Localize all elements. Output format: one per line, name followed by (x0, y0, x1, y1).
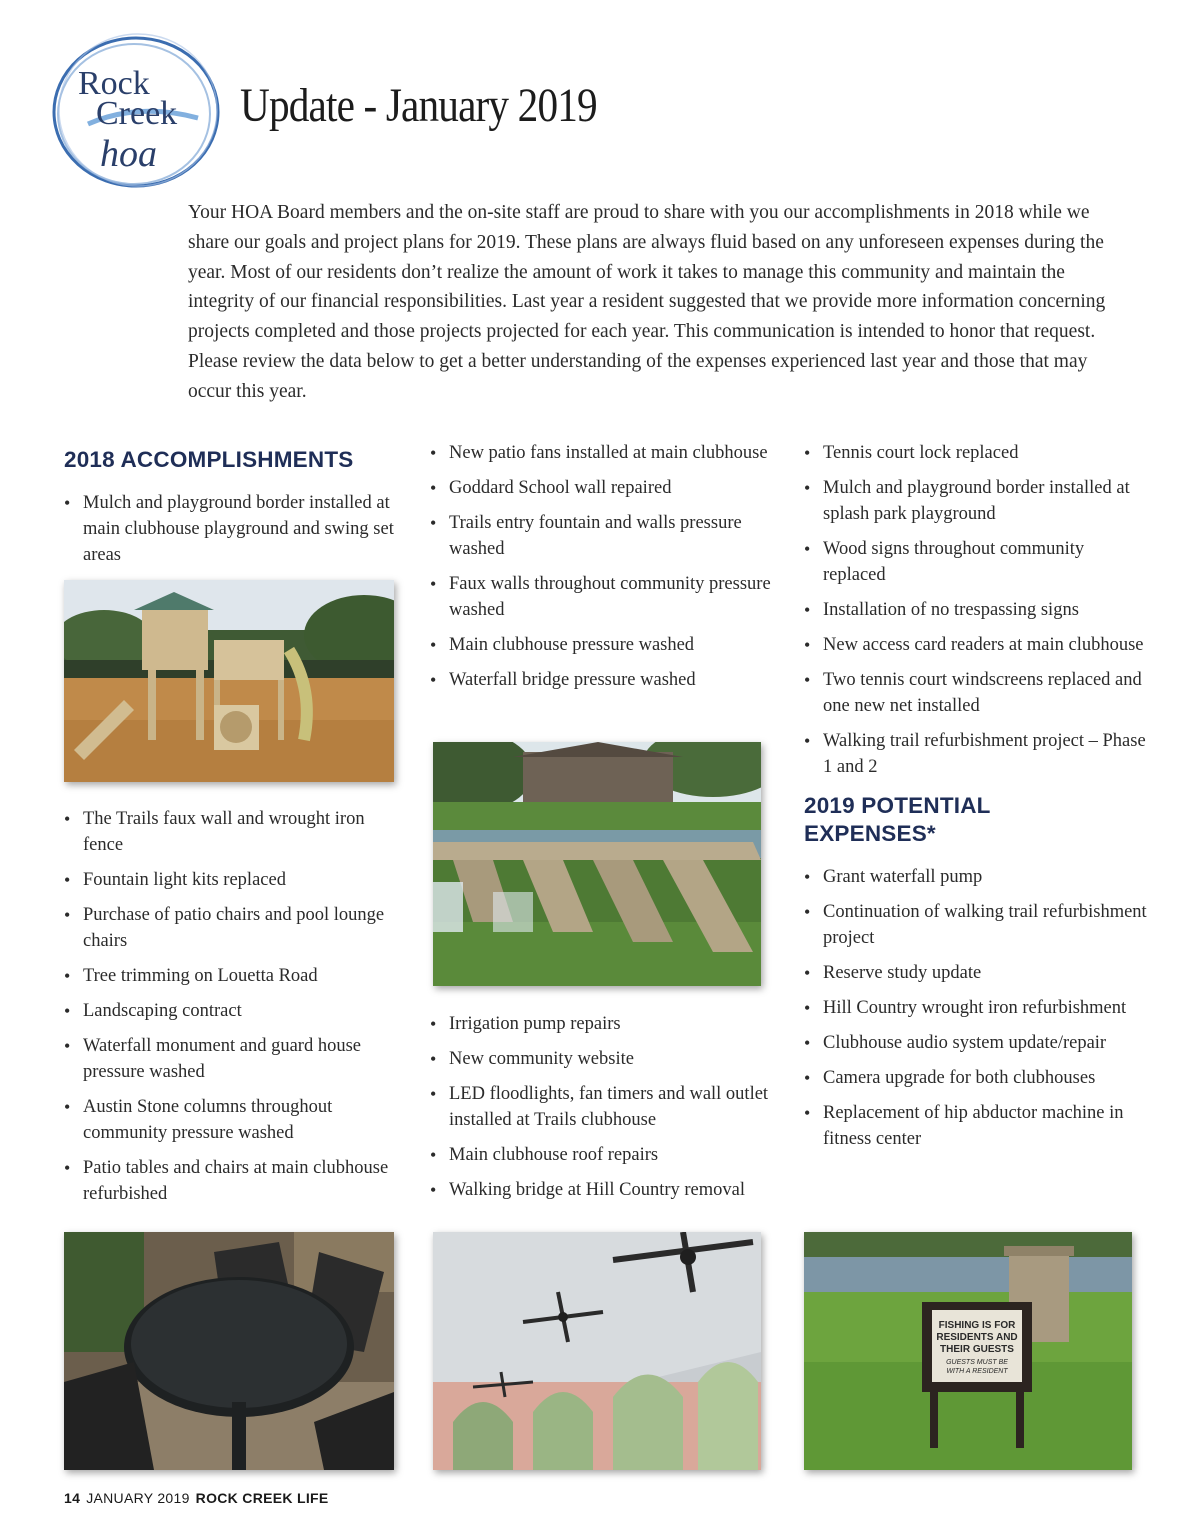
list-item: • Purchase of patio chairs and pool lounge chairs (64, 902, 404, 954)
list-item: • Walking trail refurbishment project – Phase 1 and 2 (804, 728, 1149, 780)
accomplishments-heading: 2018 ACCOMPLISHMENTS (64, 447, 354, 472)
page-title: Update - January 2019 (240, 79, 597, 132)
list-item: • Hill Country wrought iron refurbishment (804, 995, 1149, 1021)
accomplishments-list-3 (804, 440, 1149, 780)
list-item: • Reserve study update (804, 960, 1149, 986)
list-item: • Patio tables and chairs at main clubhouse refurbished (64, 1155, 404, 1207)
page-number: 14 (64, 1490, 81, 1506)
list-item: • LED floodlights, fan timers and wall outlet installed at Trails clubhouse (430, 1081, 775, 1133)
list-item: • Mulch and playground border installed at main clubhouse playground and swing set areas (64, 490, 404, 568)
column-1-lower (64, 806, 404, 1216)
list-item: • Austin Stone columns throughout community pressure washed (64, 1094, 404, 1146)
magazine-name: ROCK CREEK LIFE (195, 1490, 329, 1506)
column-2 (430, 440, 775, 702)
accomplishments-list-2a (430, 440, 775, 693)
column-2-lower (430, 1011, 775, 1212)
column-3 (804, 440, 1149, 1161)
logo-text-creek: Creek (96, 95, 178, 132)
list-item: • New patio fans installed at main clubhouse (430, 440, 775, 466)
list-item: • Grant waterfall pump (804, 864, 1149, 890)
playground-photo (64, 580, 394, 782)
expenses-heading (804, 792, 1149, 848)
logo-text-hoa: hoa (100, 133, 157, 175)
intro-paragraph: Your HOA Board members and the on-site staff are proud to share with you our accomplishments in 2018 while we share our goals and project plans for 2019. These plans are always fluid based on any unforeseen expenses during the year. Most of our residents don’t realize the amount of work it takes to manage this community and maintain the integrity of our financial responsibilities. Last year a resident suggested that we provide more information concerning projects completed and those projects projected for each year. This communication is intended to honor that request. Please review the data below to get a better understanding of the expenses experienced last year and those that may occur this year. (188, 202, 1106, 402)
list-item: • The Trails faux wall and wrought iron fence (64, 806, 404, 858)
list-item: • Mulch and playground border installed at splash park playground (804, 475, 1149, 527)
list-item: • Landscaping contract (64, 998, 404, 1024)
accomplishments-list-1b (64, 806, 404, 1207)
sign-text-line4: GUESTS MUST BE (946, 1359, 1008, 1366)
list-item: • Fountain light kits replaced (64, 867, 404, 893)
list-item: • New access card readers at main clubhouse (804, 632, 1149, 658)
list-item: • Waterfall bridge pressure washed (430, 667, 775, 693)
list-item: • Camera upgrade for both clubhouses (804, 1065, 1149, 1091)
accomplishments-list-2b (430, 1011, 775, 1203)
patio-table-photo (64, 1232, 394, 1470)
list-item: • Irrigation pump repairs (430, 1011, 775, 1037)
list-item: • Wood signs throughout community replaced (804, 536, 1149, 588)
page-footer (64, 1490, 329, 1506)
list-item: • Goddard School wall repaired (430, 475, 775, 501)
list-item: • Trails entry fountain and walls pressure washed (430, 510, 775, 562)
patio-fans-photo (433, 1232, 761, 1470)
list-item: • New community website (430, 1046, 775, 1072)
sign-text-line2: RESIDENTS AND (936, 1332, 1018, 1343)
list-item: • Tennis court lock replaced (804, 440, 1149, 466)
list-item: • Installation of no trespassing signs (804, 597, 1149, 623)
logo-text-rock: Rock (78, 65, 150, 102)
hoa-logo (48, 32, 224, 192)
expenses-heading-line1: 2019 POTENTIAL (804, 793, 991, 818)
list-item: • Clubhouse audio system update/repair (804, 1030, 1149, 1056)
column-1 (64, 440, 404, 577)
expenses-heading-line2: EXPENSES* (804, 821, 936, 846)
waterfall-photo (433, 742, 761, 986)
sign-text-line3: THEIR GUESTS (940, 1344, 1014, 1355)
fishing-sign-photo (804, 1232, 1132, 1470)
sign-text-line1: FISHING IS FOR (938, 1320, 1016, 1331)
list-item: • Main clubhouse roof repairs (430, 1142, 775, 1168)
list-item: • Main clubhouse pressure washed (430, 632, 775, 658)
list-item: • Walking bridge at Hill Country removal (430, 1177, 775, 1203)
list-item: • Faux walls throughout community pressure washed (430, 571, 775, 623)
footer-date: JANUARY 2019 (86, 1490, 190, 1506)
list-item: • Two tennis court windscreens replaced and one new net installed (804, 667, 1149, 719)
expenses-list (804, 864, 1149, 1152)
list-item: • Waterfall monument and guard house pressure washed (64, 1033, 404, 1085)
sign-text-line5: WITH A RESIDENT (946, 1368, 1008, 1375)
list-item: • Continuation of walking trail refurbishment project (804, 899, 1149, 951)
list-item: • Tree trimming on Louetta Road (64, 963, 404, 989)
accomplishments-list-1a (64, 490, 404, 568)
list-item: • Replacement of hip abductor machine in fitness center (804, 1100, 1149, 1152)
